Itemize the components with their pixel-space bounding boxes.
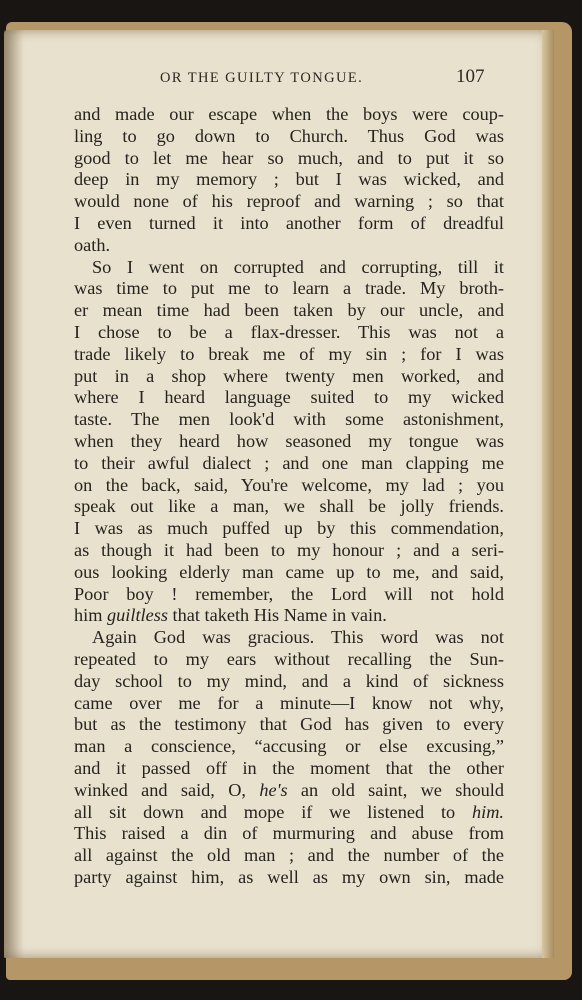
text-line	[74, 322, 504, 344]
text-line	[74, 169, 504, 191]
text-line	[74, 148, 504, 170]
text-run: ous looking elderly man came up to me, and said,	[74, 561, 504, 582]
text-run: Poor boy ! remember, the Lord will not hold	[74, 583, 504, 604]
text-line	[74, 344, 504, 366]
text-line	[74, 453, 504, 475]
text-run: day school to my mind, and a kind of sickness	[74, 670, 504, 691]
text-line	[74, 627, 504, 649]
text-line	[74, 736, 504, 758]
text-run: on the back, said, You're welcome, my lad ; you	[74, 474, 504, 495]
text-run: but as the testimony that God has given to every	[74, 714, 504, 735]
text-run: came over me for a minute—I know not why,	[74, 692, 504, 713]
text-run: oath.	[74, 234, 111, 255]
text-run: when they heard how seasoned my tongue was	[74, 430, 504, 451]
text-line	[74, 126, 504, 148]
text-line	[74, 278, 504, 300]
text-line	[74, 780, 504, 802]
text-line	[74, 758, 504, 780]
text-run: where I heard language suited to my wicked	[74, 387, 504, 408]
text-run: repeated to my ears without recalling the Sun-	[74, 648, 504, 669]
text-line	[74, 714, 504, 736]
text-line	[74, 496, 504, 518]
text-run: ling to go down to Church. Thus God was	[74, 125, 504, 146]
italic-word: he's	[259, 779, 288, 800]
text-line	[74, 475, 504, 497]
text-run: So I went on corrupted and corrupting, till it	[92, 256, 504, 277]
text-line	[74, 431, 504, 453]
text-run: man a conscience, “accusing or else excusing,”	[74, 736, 504, 757]
text-run: This raised a din of murmuring and abuse from	[74, 823, 504, 844]
binding-gutter	[4, 30, 24, 958]
text-run: party against him, as well as my own sin, made	[74, 866, 504, 887]
text-line	[74, 191, 504, 213]
text-line	[74, 693, 504, 715]
text-line	[74, 584, 504, 606]
text-line	[74, 257, 504, 279]
text-run: him	[74, 605, 108, 626]
text-run: I even turned it into another form of dreadful	[74, 212, 504, 233]
text-line	[74, 605, 504, 627]
text-line	[74, 802, 504, 824]
page-fore-edge	[542, 30, 554, 958]
text-run: winked and said, O,	[74, 779, 260, 800]
running-title: OR THE GUILTY TONGUE.	[160, 70, 364, 86]
text-run: I chose to be a flax-dresser. This was not a	[74, 321, 504, 342]
text-run: I was as much puffed up by this commendation,	[74, 518, 504, 539]
text-line	[74, 867, 504, 889]
text-run: was time to put me to learn a trade. My broth-	[74, 278, 504, 299]
text-run: taste. The men look'd with some astonishment,	[74, 409, 504, 430]
text-run: as though it had been to my honour ; and a seri-	[74, 539, 504, 560]
text-line	[74, 387, 504, 409]
text-run: and made our escape when the boys were coup-	[74, 104, 504, 124]
text-line	[74, 213, 504, 235]
text-line	[74, 104, 504, 126]
text-run: put in a shop where twenty men worked, and	[74, 365, 504, 386]
text-line	[74, 671, 504, 693]
text-run: deep in my memory ; but I was wicked, and	[74, 169, 504, 190]
text-line	[74, 366, 504, 388]
text-line	[74, 518, 504, 540]
text-run: all sit down and mope if we listened to	[74, 801, 472, 822]
page-number: 107	[456, 66, 485, 87]
text-run: that taketh His Name in vain.	[167, 605, 387, 626]
text-line	[74, 823, 504, 845]
text-run: and it passed off in the moment that the other	[74, 757, 504, 778]
text-run: trade likely to break me of my sin ; for I was	[74, 343, 504, 364]
text-line	[74, 235, 504, 257]
text-run: would none of his reproof and warning ; so that	[74, 191, 504, 212]
text-line	[74, 300, 504, 322]
text-line	[74, 409, 504, 431]
text-line	[74, 845, 504, 867]
text-run: good to let me hear so much, and to put it so	[74, 147, 504, 168]
text-run: to their awful dialect ; and one man clapping me	[74, 452, 504, 473]
italic-word: him.	[472, 801, 504, 822]
body-text	[74, 104, 504, 889]
text-line	[74, 540, 504, 562]
text-line	[74, 562, 504, 584]
text-run: Again God was gracious. This word was not	[92, 627, 504, 648]
text-run: er mean time had been taken by our uncle, and	[74, 300, 504, 321]
text-line	[74, 649, 504, 671]
text-run: speak out like a man, we shall be jolly friends.	[74, 496, 504, 517]
text-run: all against the old man ; and the number of the	[74, 845, 504, 866]
text-run: an old saint, we should	[287, 779, 504, 800]
italic-word: guiltless	[107, 605, 168, 626]
running-head	[0, 66, 582, 88]
